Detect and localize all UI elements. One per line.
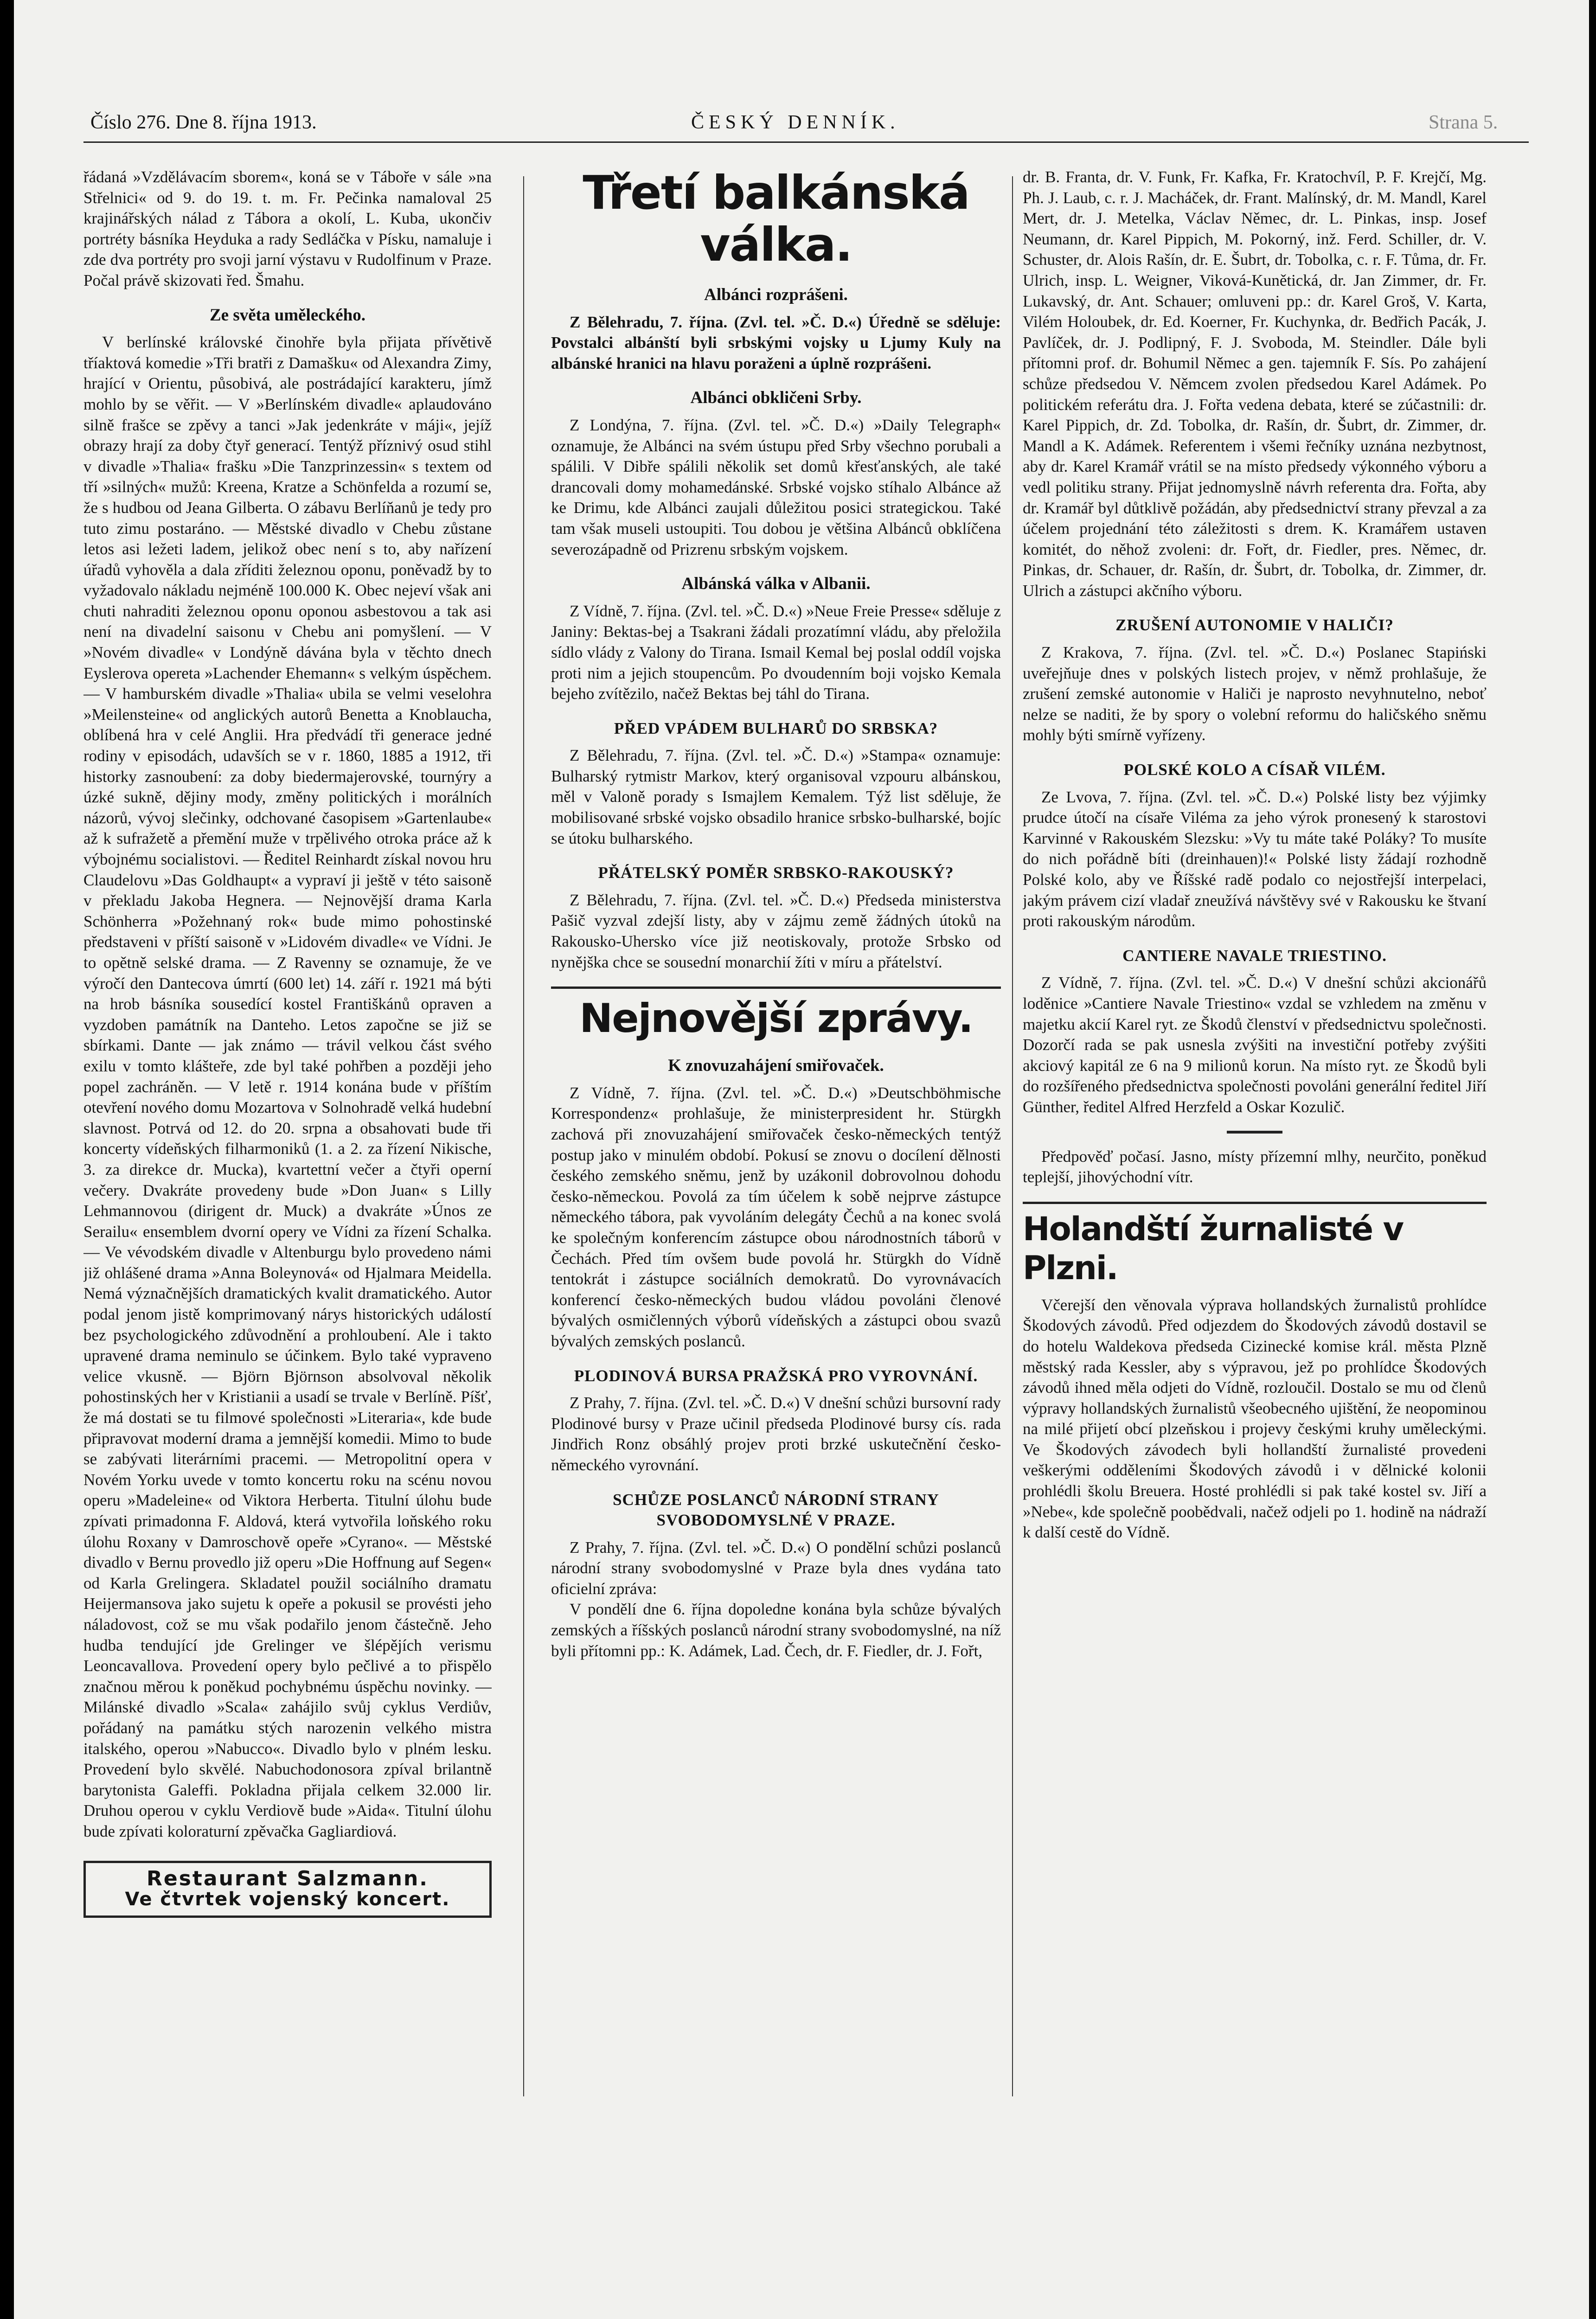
article-text: Z Londýna, 7. října. (Zvl. tel. »Č. D.«) »Daily Telegraph« oznamuje, že Albánci na svém ústupu před Srby všechno porubali a spálili. V Dibře spálili několik set domů křesťanských, ale také drancovali domy mohamedánské. Srbské vojsko stíhalo Albánce až ke Drimu, kde Albánci zaujali důležitou posici strategickou. Také tam však museli ustoupiti. Tou dobou je většina Albánců obklíčena severozápadně od Prizrenu srbským vojskem. [551,416,1001,558]
article-text: dr. B. Franta, dr. V. Funk, Fr. Kafka, Fr. Kratochvíl, P. F. Krejčí, Mg. Ph. J. Laub, c. r. J. Macháček, dr. Frant. Malínský, dr. M. Mandl, Karel Mert, dr. J. Metelka, Václav Němec, dr. L. Pinkas, insp. Josef Neumann, dr. Karel Pippich, M. Pokorný, inž. Ferd. Schiller, dr. V. Schuster, dr. Alois Rašín, dr. E. Šubrt, dr. Tobolka, c. r. F. Tůma, dr. Fr. Ulrich, insp. L. Weigner, Viková-Kunětická, dr. Jan Zimmer, dr. Fr. Lukavský, dr. Ant. Schauer; omluveni pp.: dr. Karel Groš, V. Karta, Vilém Holoubek, dr. Ed. Koerner, Fr. Kuchynka, dr. Bedřich Pacák, J. Pavlíček, dr. J. Podlipný, F. J. Svoboda, M. Steindler. Dále byli přítomni prof. dr. Bohumil Němec a gen. tajemník F. Sís. Po zahájení schůze předsedou V. Němcem zvolen předsedou Karel Adámek. Po politickém referátu dra. J. Fořta vedena debata, které se zúčastnili: dr. Karel Pippich, dr. Zd. Tobolka, dr. Rašín, dr. Šubrt, dr. Zimmer, dr. Mandl a K. Adámek. Referentem i všemi řečníky uznána nezbytnost, aby dr. Karel Kramář vrátil se na místo předsedy výkonného výboru a vedl politiku strany. Přijat jednomyslně návrh referenta dra. Fořta, aby dr. Kramář byl důtklivě požádán, aby předsednictví strany převzal a za účelem projednání této záležitosti s drem. K. Kramářem ustaven komitét, do něhož zvoleni: dr. Fořt, dr. Fiedler, pres. Němec, dr. Pinkas, dr. Schauer, dr. Rašín, dr. Šubrt, dr. Tobolka, dr. Zimmer, dr. Ulrich a zástupci akčního výboru. [1023,168,1487,600]
column-1 [83,167,492,1918]
article-heading: POLSKÉ KOLO A CÍSAŘ VILÉM. [1123,761,1386,779]
ad-title: Restaurant Salzmann. [146,1866,429,1890]
newspaper-page [14,0,1589,2319]
article-heading: Albánci obkličeni Srby. [690,388,862,408]
section-heading: Ze světa uměleckého. [209,305,366,325]
article-text: Včerejší den věnovala výprava hollandských žurnalistů prohlídce Škodových závodů. Před odjezdem do Škodových závodů dostavil se do hotelu Waldekova předseda Cizinecké komise král. města Plzně městský rada Kessler, aby s výpravou, jež po prohlídce Škodových závodů ihned měla odjeti do Vídně, rozloučil. Dostalo se mu od členů výpravy hollandských žurnalistů všeobecného ujištění, že neopominou na milé přijetí obcí plzeňskou i projevy českými kruhy uměleckými. Ve Škodových závodech byli hollandští žurnalisté provedeni veškerými odděleními Škodových závodů i v dělnické kolonii prohlédli školu Breuera. Hosté prohlédli si pak také kostel sv. Jiří a »Nebe«, kde společně poobědvali, načež odjeli po 1. hodině na nádraží k další cestě do Vídně. [1023,1295,1487,1542]
article-heading: ZRUŠENÍ AUTONOMIE V HALIČI? [1115,616,1394,634]
article-text: Z Vídně, 7. října. (Zvl. tel. »Č. D.«) »Deutschböhmische Korrespondenz« prohlašuje, že ministerpresident hr. Stürgkh zachová při znovuzahájení smiřovaček česko-německých tentýž postup jako v minulém období. Pokusí se znovu o docílení dělnosti českého zemského sněmu, jenž by uzákonil dobrovolnou dohodu česko-německou. Povolá za tím účelem k sobě nejprve zástupce německého tábora, pak vyvoláním delegáty Čechů a na konec svolá ke společným konferencím zástupce obou národnostních táborů v Čechách. Před tím ovšem bude povolá hr. Stürgkh do Vídně tentokrát i zástupce sociálních demokratů. Do vyrovnávacích konferencí česko-německých budou vládou povoláni členové bývalých osmičlenných výborů vídeňských a zástupci obou svazů bývalých zemských poslanců. [551,1083,1001,1350]
article-text: Z Vídně, 7. října. (Zvl. tel. »Č. D.«) V dnešní schůzi akcionářů loděnice »Cantiere Navale Triestino« vzdal se vzhledem na změnu v majetku akcií Karel ryt. ze Škodů členství v předsednictvu společnosti. Dozorčí rada se pak usnesla zvýšiti na investiční potřeby zvýšiti akciový kapitál ze 6 na 9 milionů korun. Na místo ryt. ze Škodů byli do rozšířeného předsednictva společnosti povoláni generální ředitel Jiří Günther, ředitel Alfred Herzfeld a Oskar Kozulič. [1023,974,1487,1116]
article-text: Z Vídně, 7. října. (Zvl. tel. »Č. D.«) »Neue Freie Presse« sděluje z Janiny: Bektas-bej a Tsakrani žádali prozatímní vládu, aby přeložila sídlo vlády z Valony do Tirana. Ismail Kemal bej poslal oddíl vojska proti nim a jejich stoupencům. Po dvoudenním boji vojsko Kemala bejeho zvítězilo, načež Bektas bej táhl do Tirana. [551,602,1001,703]
article-text: Ze Lvova, 7. října. (Zvl. tel. »Č. D.«) Polské listy bez výjimky prudce útočí na císaře Viléma za jeho výrok pronesený k starostovi Karvinné v Rakouském Slezsku: »Vy tu máte také Poláky? To musíte do nich pořádně bíti (dreinhauen)!« Polské listy žádají rozhodně Polské kolo, aby ve Říšské radě podalo co nejostřejší interpelaci, jakým právem cizí vladař zneužívá návštěvy své v Rakousku ke štvaní proti rakouským národům. [1023,788,1487,930]
section-headline: Holandští žurnalisté v Plzni. [1023,1202,1487,1288]
column-3 [1023,167,1487,1543]
article-heading: Albánci rozprášeni. [704,285,848,304]
newspaper-title: ČESKÝ DENNÍK. [691,112,900,133]
article-text: Z Prahy, 7. října. (Zvl. tel. »Č. D.«) O pondělní schůzi poslanců národní strany svobodomyslné v Praze byla dnes vydána tato oficielní zpráva: [551,1538,1001,1598]
weather-forecast: Předpověď počasí. Jasno, místy přízemní mlhy, neurčito, poněkud teplejší, jihovýchodní vítr. [1023,1147,1487,1186]
article-text: řádaná »Vzdělávacím sborem«, koná se v Táboře v sále »na Střelnici« od 9. do 19. t. m. Fr. Pečinka namaloval 25 krajinářských nálad z Tábora a okolí, L. Kuba, ukončiv portréty básníka Heyduka a rady Sedláčka v Písku, namaluje i zde dva portréty pro svoji jarní výstavu v Rudolfinum v Praze. Počal právě skizovati řed. Šmahu. [83,168,492,289]
article-heading: K znovuzahájení smiřovaček. [668,1056,884,1076]
page-number: Strana 5. [1429,112,1498,133]
advertisement [83,1861,492,1918]
issue-number: Číslo 276. Dne 8. října 1913. [90,112,317,133]
article-text: Z Bělehradu, 7. října. (Zvl. tel. »Č. D.«) Předseda ministerstva Pašič vyzval zdejší listy, aby v zájmu země žádných útoků na Rakousko-Uhersko více již neotiskovaly, protože Srbsko od nynějška chce se sousední monarchií žíti v míru a přátelství. [551,890,1001,971]
article-text: V pondělí dne 6. října dopoledne konána byla schůze bývalých zemských a říšských poslanců národní strany svobodomyslné, na níž byli přítomni pp.: K. Adámek, Lad. Čech, dr. F. Fiedler, dr. J. Fořt, [551,1600,1001,1660]
column-divider [523,176,524,2096]
header-rule [83,141,1529,143]
article-text: Z Bělehradu, 7. října. (Zvl. tel. »Č. D.«) »Stampa« oznamuje: Bulharský rytmistr Markov, který organisoval vzpouru albánskou, měl v Valoně porady s Ismajlem Kemalem. Týž list sděluje, že mobilisované srbské vojsko obsadilo hranice srbsko-bulharské, bojíc se útoku bulharského. [551,746,1001,847]
section-headline: Nejnovější zprávy. [551,987,1001,1042]
article-text: Z Krakova, 7. října. (Zvl. tel. »Č. D.«) Poslanec Stapiński uveřejňuje dnes v polských listech projev, v němž prohlašuje, že zrušení zemské autonomie v Haliči je naprosto nevyhnutelno, neboť nelze se naditi, že by spory o volební reformu do haličského sněmu mohly býti smírně vyřízeny. [1023,643,1487,744]
main-headline: Třetí balkánská válka. [583,167,969,272]
article-heading: PŘED VPÁDEM BULHARŮ DO SRBSKA? [614,719,938,737]
column-divider [1012,176,1013,2096]
article-heading: PŘÁTELSKÝ POMĚR SRBSKO-RAKOUSKÝ? [598,864,954,882]
separator-rule [1227,1131,1282,1134]
article-heading: PLODINOVÁ BURSA PRAŽSKÁ PRO VYROVNÁNÍ. [574,1366,978,1385]
ad-text: Ve čtvrtek vojenský koncert. [125,1889,450,1910]
article-heading: Albánská válka v Albanii. [681,574,871,594]
article-text: V berlínské královské činohře byla přijata přívětivě tříaktová komedie »Tři bratři z Damašku« od Alexandra Zimy, hrající v Orientu, působivá, ale postrádající karakteru, jímž mohlo by se věřit. — V »Berlínském divadle« aplaudováno silně frašce se zpěvy a tanci »Jak jedenkráte v máji«, jejíž obrazy hrají za doby čtyř generací. Tentýž příznivý osud stihl v divadle »Thalia« frašku »Die Tanzprinzessin« s textem od tří »silných« mužů: Kreena, Kratze a Schönfelda a rozumí se, že s hudbou od Jeana Gilberta. O zábavu Berlíňanů je tedy pro tuto zimu postaráno. — Městské divadlo v Chebu zůstane letos asi ležeti ladem, jelikož obec není s to, aby nařízení úřadů vyhověla a dala zříditi železnou oponu, poněvadž by to vyžadovalo nákladu nejméně 100.000 K. Obec nejeví však ani chuti nahraditi železnou oponu oponou asbestovou a tak asi není na divadelní saisonu v Chebu ani pomyšlení. — V »Novém divadle« v Londýně dávána byla v těchto dnech Eyslerova opereta »Lachender Ehemann« s velkým úspěchem. — V hamburském divadle »Thalia« ubila se velmi veselohra »Meilensteine« od anglických autorů Benetta a Knoblaucha, oblíbená hra v celé Anglii. Hra předvádí tři generace jedné rodiny v episodách, udavších se v r. 1860, 1885 a 1912, tři historky zasnoubení: za doby biedermajerovské, tournýry a úzké sukně, dějiny mody, změny politických i morálních názorů, vývoj slečinky, odchované časopisem »Gartenlaube« až k sufražetě a přemění muže v trpělivého otroka práce až k výbojnému socialistovi. — Ředitel Reinhardt získal novou hru Claudelovu »Das Goldhaupt« a vypraví ji ještě v této saisoně v překladu Jakoba Hegnera. — Nejnovější drama Karla Schönherra »Požehnaný rok« bude mimo pohostinské představeni v příští saisoně v »Lidovém divadle« ve Vídni. Je to opětně selské drama. — Z Ravenny se oznamuje, že ve výročí den Dantecova úmrtí (600 let) 14. září r. 1921 má býti na hrob básníka sousedící kostel Františkánů opraven a vyzdoben památník na Danteho. Letos započne se již se sbírkami. Dante — jak známo — trávil velkou část svého exilu v tomto klášteře, zde byl také pohřben a později jeho popel zachráněn. — V letě r. 1914 konána bude v příštím otevření nového domu Mozartova v Solnohradě velká hudební slavnost. Potrvá od 12. do 20. srpna a obsahovati bude tři koncerty vídeňských filharmoniků (1. a 2. za řízení Nikische, 3. za direkce dr. Mucka), kvartettní večer a čtyři operní večery. Dvakráte provedeny bude »Don Juan« s Lilly Lehmannovou (dirigent dr. Muck) a dvakráte »Únos ze Serailu« ensemblem dvorní opery ve Vídni za řízení Schalka. — Ve vévodském divadle v Altenburgu bylo provedeno námi již ohlášené drama »Anna Boleynová« od Hjalmara Meidella. Nemá význačnějších dramatických kvalit dramatického. Autor podal jenom jistě komprimovaný nárys historických událostí bez psychologického zdůvodnění a prohloubení. Ale i takto upravené drama neminulo se účinkem. Bylo také vypraveno velice vkusně. — Björn Björnson absolvoval několik pohostinských her v Kristianii a usadí se trvale v Berlíně. Píšť, že má dostati se tu filmové společnosti »Literaria«, kde bude připravovat moderní drama a jemnější komedii. Mimo to bude se zabývati literárními pracemi. — Metropolitní opera v Novém Yorku uvede v tomto koncertu roku na scénu novou operu »Madeleine« od Viktora Herberta. Titulní úlohu bude zpívati primadonna F. Aldová, která vytvořila loňského roku úlohu Roxany v Damroschově opeře »Cyrano«. — Městské divadlo v Bernu provedlo již operu »Die Hoffnung auf Segen« od Karla Grelingera. Skladatel použil sociálního dramatu Heijermansova jako sujetu k opeře a pokusil se provésti jeho náladovost, což se mu však podařilo jenom částečně. Jeho hudba tendující jde Grelinger ve šlépějích verismu Leoncavallova. Provedení opery bylo pečlivé a to přispělo značnou měrou k poněkud pochybnému úspěchu novinky. — Milánské divadlo »Scala« zahájilo svůj cyklus Verdiův, pořádaný na památku stých narozenin velkého mistra italského, operou »Nabucco«. Divadlo bylo v plném lesku. Provedení bylo skvělé. Nabuchodonosora zpíval brilantně barytonista Galeffi. Pokladna přijala celkem 32.000 lir. Druhou operou v cyklu Verdiově bude »Aida«. Titulní úlohu bude zpívati koloraturní zpěvačka Gagliardiová. [83,333,492,1840]
article-text: Z Prahy, 7. října. (Zvl. tel. »Č. D.«) V dnešní schůzi bursovní rady Plodinové bursy v Praze učinil předseda Plodinové bursy cís. rada Jindřich Ronz obsáhlý projev proti brzké uskutečnění česko-německého vyrovnání. [551,1394,1001,1474]
article-heading: SCHŮZE POSLANCŮ NÁRODNÍ STRANY SVOBODOMYSLNÉ V PRAZE. [613,1490,939,1530]
article-text: Z Bělehradu, 7. října. (Zvl. tel. »Č. D.«) Úředně se sděluje: Povstalci albánští byli srbskými vojsky u Ljumy Kuly na albánské hranici na hlavu poraženi a úplně rozprášeni. [551,313,1001,372]
column-2 [551,167,1001,1661]
article-heading: CANTIERE NAVALE TRIESTINO. [1122,946,1387,965]
